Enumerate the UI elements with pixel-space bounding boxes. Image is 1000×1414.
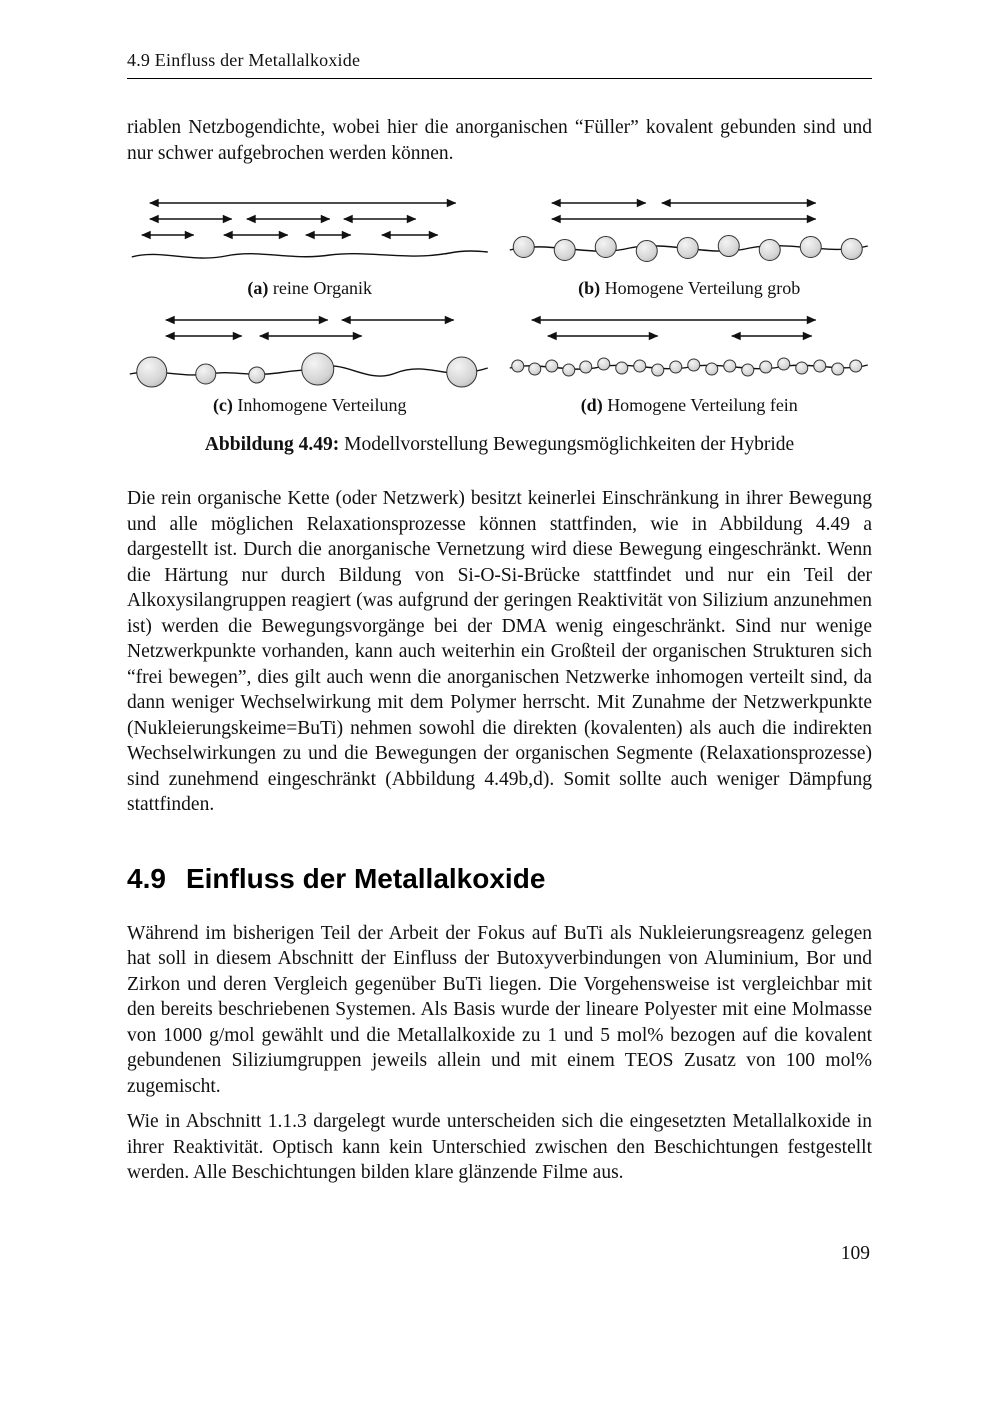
polymer-chain [132,251,488,258]
panel-d-text: Homogene Verteilung fein [607,395,798,415]
figure-panel-grid [127,194,872,416]
paragraph-main: Die rein organische Kette (oder Netzwerk) besitzt keinerlei Einschränkung in ihrer Bewegung und alle möglichen Relaxationsprozesse können stattfinden, wie in Abbildung 4.49 a dargestellt ist. Durch die anorganische Vernetzung wird diese Bewegung eingeschränkt. Wenn die Härtung nur durch Bildung von Si-O-Si-Brücke stattfindet und nur ein Teil der Alkoxysilangruppen reagiert (was aufgrund der geringen Reaktivität von Silizium anzunehmen ist) werden die Bewegungsvorgänge bei der DMA wenig eingeschränkt. Sind nur wenige Netzwerkpunkte vorhanden, kann auch weiterhin ein Großteil der organischen Strukturen sich “frei bewegen”, dies gilt auch wenn die anorganischen Netzwerke inhomogen verteilt sind, da dann weniger Wechselwirkung mit dem Polymer herrscht. Mit Zunahme der Netzwerkpunkte (Nukleierungskeime=BuTi) nehmen sowohl die direkten (kovalenten) als auch die indirekten Wechselwirkungen zu und die Bewegungen der organischen Segmente (Relaxationsprozesse) sind zunehmend eingeschränkt (Abbildung 4.49b,d). Somit sollte auch weniger Dämpfung stattfinden. [127,488,872,815]
running-header [127,50,872,79]
figure-caption [127,434,872,456]
panel-d-label: (d) [580,395,603,415]
section-title: Einfluss der Metallalkoxide [185,862,546,894]
section-heading [127,864,872,893]
panel-c-drawing [127,311,493,391]
panel-d-drawing [507,311,873,391]
section-number: 4.9 [127,862,166,894]
panel-a-drawing [127,194,493,274]
panel-a-label: (a) [247,278,269,298]
relaxation-arrows [551,203,815,219]
page-number: 109 [840,1243,870,1264]
panel-c-text: Inhomogene Verteilung [237,395,407,415]
figure-caption-text: Modellvorstellung Bewegungsmöglichkeiten der Hybride [344,434,795,455]
figure-caption-label: Abbildung 4.49: [204,434,340,455]
relaxation-arrows [166,320,454,336]
figure-4-49 [127,194,872,456]
relaxation-arrows [142,203,456,235]
figure-panel-b [507,194,873,299]
figure-panel-d [507,311,873,416]
running-header-text: 4.9 Einfluss der Metallalkoxide [127,50,361,70]
panel-a-text: reine Organik [272,278,373,298]
panel-b-drawing [507,194,873,274]
panel-d-caption [507,395,873,416]
panel-b-label: (b) [578,278,601,298]
panel-a-caption [127,278,493,299]
inorganic-particles-coarse [513,236,862,262]
panel-c-caption [127,395,493,416]
paragraph-section-2: Wie in Abschnitt 1.1.3 dargelegt wurde unterscheiden sich die eingesetzten Metallalkoxide in ihrer Reaktivität. Optisch kann kein Unterschied zwischen den Beschichtungen festgestellt werden. Alle Beschichtungen bilden klare glänzende Filme aus. [127,1111,872,1184]
figure-panel-a [127,194,493,299]
panel-b-text: Homogene Verteilung grob [604,278,801,298]
paragraph-section-1: Während im bisherigen Teil der Arbeit der Fokus auf BuTi als Nukleierungsreagenz gelegen hat soll in diesem Abschnitt der Einfluss der Butoxyverbindungen von Aluminium, Bor und Zirkon und deren Vergleich gegenüber BuTi liegen. Die Vorgehensweise ist vergleichbar mit den bereits beschriebenen Systemen. Als Basis wurde der lineare Polyester mit eine Molmasse von 1000 g/mol gewählt und die Metallalkoxide zu 1 und 5 mol% bezogen auf die kovalent gebundenen Siliziumgruppen jeweils allein und mit einem TEOS Zusatz von 100 mol% zugemischt. [127,922,872,1097]
paragraph-intro: riablen Netzbogendichte, wobei hier die anorganischen “Füller” kovalent gebunden sind und nur schwer aufgebrochen werden können. [127,117,872,164]
panel-b-caption [507,278,873,299]
figure-panel-c [127,311,493,416]
relaxation-arrows [531,320,815,336]
panel-c-label: (c) [212,395,233,415]
